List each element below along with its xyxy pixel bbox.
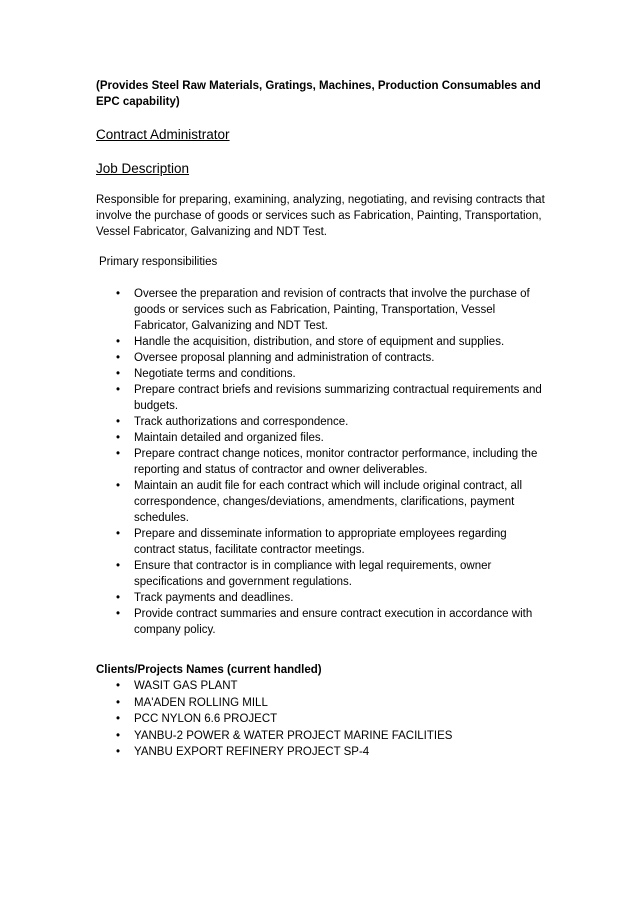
client-item	[96, 695, 546, 712]
client-item	[96, 678, 546, 695]
bullet-icon: •	[116, 384, 121, 396]
company-capability-note: (Provides Steel Raw Materials, Gratings, Machines, Production Consumables and EPC capability)	[96, 80, 541, 108]
list-item-text: Handle the acquisition, distribution, and store of equipment and supplies.	[134, 336, 505, 348]
list-item	[96, 414, 546, 430]
bullet-icon: •	[116, 560, 121, 572]
list-item	[96, 350, 546, 366]
list-item	[96, 334, 546, 350]
list-item	[96, 430, 546, 446]
bullet-icon: •	[116, 746, 121, 758]
client-name: PCC NYLON 6.6 PROJECT	[134, 713, 278, 725]
list-item	[96, 446, 546, 478]
bullet-icon: •	[116, 592, 121, 604]
bullet-icon: •	[116, 729, 121, 742]
client-item	[96, 728, 546, 745]
list-item-text: Track payments and deadlines.	[134, 592, 294, 604]
client-name: WASIT GAS PLANT	[134, 680, 238, 692]
list-item-text: Oversee proposal planning and administration of contracts.	[134, 352, 435, 364]
bullet-icon: •	[116, 680, 121, 692]
bullet-icon: •	[116, 448, 121, 460]
client-name: YANBU-2 POWER & WATER PROJECT MARINE FACILITIES	[134, 729, 453, 742]
role-title: Contract Administrator	[96, 127, 230, 142]
list-item-text: Maintain detailed and organized files.	[134, 432, 324, 444]
bullet-icon: •	[116, 352, 121, 364]
list-item	[96, 478, 546, 526]
list-item-text: Negotiate terms and conditions.	[134, 368, 296, 380]
list-item-text: Maintain an audit file for each contract which will include original contract, all correspondence, changes/deviations, amendments, clarifications, payment schedules.	[134, 480, 523, 524]
bullet-icon: •	[116, 288, 121, 300]
list-item	[96, 526, 546, 558]
list-item	[96, 558, 546, 590]
list-item	[96, 606, 546, 638]
client-item	[96, 744, 546, 761]
list-item-text: Prepare contract briefs and revisions summarizing contractual requirements and budgets.	[134, 384, 542, 412]
list-item-text: Prepare and disseminate information to appropriate employees regarding contract status, facilitate contractor meetings.	[134, 528, 507, 556]
bullet-icon: •	[116, 608, 121, 620]
bullet-icon: •	[116, 528, 121, 540]
clients-heading: Clients/Projects Names (current handled)	[96, 664, 322, 676]
list-item	[96, 366, 546, 382]
primary-responsibilities-heading: Primary responsibilities	[99, 256, 218, 268]
clients-list	[96, 678, 546, 761]
bullet-icon: •	[116, 713, 121, 725]
job-description-heading: Job Description	[96, 161, 190, 176]
list-item	[96, 286, 546, 334]
list-item-text: Prepare contract change notices, monitor contractor performance, including the reporting and status of contractor and owner deliverables.	[134, 448, 538, 476]
responsibilities-list	[96, 286, 546, 638]
list-item	[96, 382, 546, 414]
client-name: MA'ADEN ROLLING MILL	[134, 696, 268, 709]
client-name: YANBU EXPORT REFINERY PROJECT SP-4	[134, 746, 370, 758]
list-item-text: Track authorizations and correspondence.	[134, 416, 349, 428]
list-item-text: Ensure that contractor is in compliance with legal requirements, owner specifications and government regulations.	[134, 560, 492, 588]
bullet-icon: •	[116, 416, 121, 428]
list-item	[96, 590, 546, 606]
client-item	[96, 711, 546, 728]
bullet-icon: •	[116, 696, 121, 709]
bullet-icon: •	[116, 368, 121, 380]
job-description-text: Responsible for preparing, examining, analyzing, negotiating, and revising contracts that involve the purchase of goods or services such as Fabrication, Painting, Transportation, Vessel Fabricator, Galvanizing and NDT Test.	[96, 194, 545, 238]
list-item-text: Provide contract summaries and ensure contract execution in accordance with company policy.	[134, 608, 533, 636]
bullet-icon: •	[116, 480, 121, 492]
bullet-icon: •	[116, 336, 121, 348]
list-item-text: Oversee the preparation and revision of contracts that involve the purchase of goods or services such as Fabrication, Painting, Transportation, Vessel Fabricator, Galvanizing and NDT Test.	[134, 288, 530, 332]
bullet-icon: •	[116, 432, 121, 444]
